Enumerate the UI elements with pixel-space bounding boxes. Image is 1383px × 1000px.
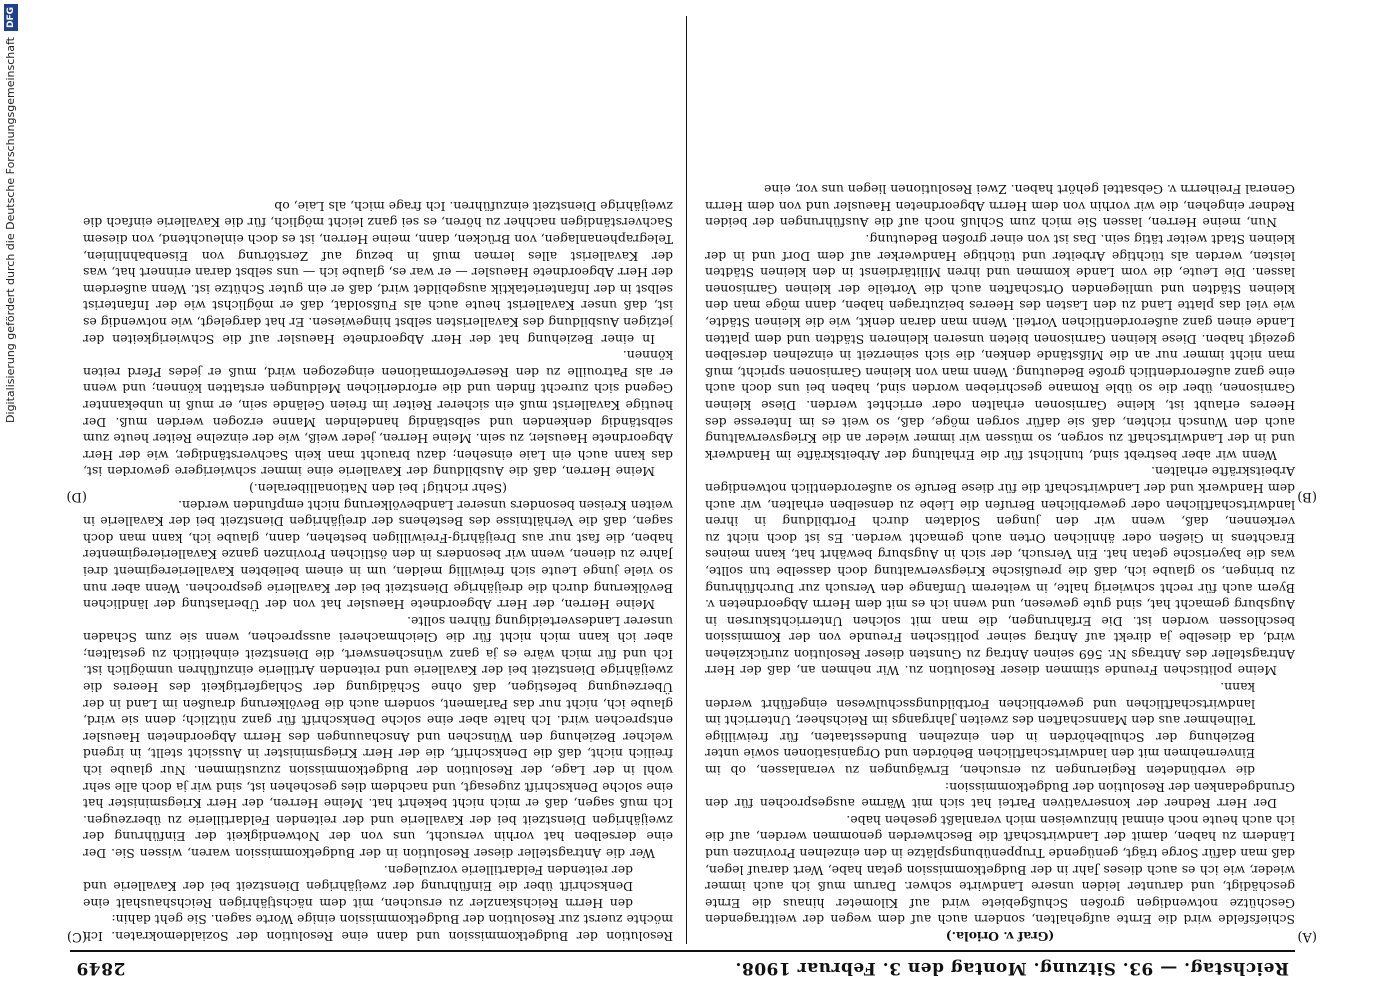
paragraph: Wer die Antragsteller dieser Resolution in der Budgetkommission waren, wissen Sie. Der eine derselben hat vorhin versucht, uns von der Notwendigkeit der Einführung der zweijährigen Dienstzeit bei der Kavallerie und der reitenden Feldartillerie zu überzeugen. Ich muß sagen, daß er mich nicht bekehrt hat. Meine Herren, der Herr Kriegsminister hat eine solche Denkschrift zugesagt, und nachdem dies geschehen ist, sind wir ja doch alle sehr wohl in der Lage, der Resolution der Budgetkommission zuzustimmen. Nur glaube ich freilich nicht, daß die Denkschrift, die der Herr Kriegsminister in Aussicht stellt, in irgend welcher Beziehung den Wünschen und Anschauungen des Herrn Abgeordneten Haeusler entsprechen wird. Ich halte aber eine solche Denkschrift für ganz nützlich; denn sie wird, glaube ich, nicht nur das Parlament, sondern auch die Bevölkerung draußen im Land in der Überzeugung befestigen, daß ohne Schädigung der Schlagfertigkeit des Heeres die zweijährige Dienstzeit bei der Kavallerie und reitenden Artillerie einzuführen unmöglich ist. Ich und für mich wäre es ja ganz wünschenswert, die Dienstzeit einheitlich zu gestalten; aber ich kann mich nicht für die Gleichmacherei aussprechen, wenn sie zum Schaden unserer Landesverteidigung führen sollte. — [83, 613, 673, 862]
paragraph: Resolution der Budgetkommission und dann eine Resolution der Sozialdemokraten. Ich möchte zuerst zur Resolution der Budgetkommission einige Worte sagen. Sie geht dahin: — [83, 912, 673, 944]
paragraph: In einer Beziehung hat der Herr Abgeordnete Haeusler auf die Schwierigkeiten der jetzigen Ausbildung des Kavalleristen selbst hingewiesen. Er hat dargelegt, wie notwendig es ist, daß unser Kavallerist heute auch als Fußsoldat, daß er möglichst wie der Infanterist selbst in der Infanterietaktik ausgebildet wird, daß er ein guter Schütze ist. Wenn außerdem der Herr Abgeordnete Haeusler — er war es, glaube ich — uns selbst daran erinnert hat, was der Kavallerist alles lernen muß in bezug auf Zerstörung von Eisenbahnlinien, Telegraphenanlagen, von Brücken, dann, meine Herren, ist es doch einleuchtend, von diesem Sachverständigen nachher zu hören, es sei ganz leicht möglich, für die Kavallerie einfach die zweijährige Dienstzeit einzuführen. Ich frage mich, als Laie, ob — [83, 198, 673, 347]
margin-marker-a: (A) — [1297, 929, 1317, 944]
paragraph: Meine politischen Freunde stimmen dieser Resolution zu. Wir nehmen an, daß der Herr Antragsteller des Antrags Nr. 569 seinen Antrag zu Gunsten dieser Resolution zurückziehen wird, da dieselbe ja direkt auf Antrag seiner politischen Freunde von der Kommission beschlossen worden ist. Die Erfahrungen, die man mit solchen Unterrichtskursen in Augsburg gemacht hat, sind gute gewesen, und wenn ich es mit dem Herrn Abgeordneten v. Byern auch für recht schwierig halte, in weiterem Umfange den Versuch zur Durchführung zu bringen, so glaube ich, daß die preußische Kriegsverwaltung doch dasselbe tun sollte, was die bayerische getan hat. Ein Versuch, der sich in Augsburg bewährt hat, kann meines Erachtens in Gießen oder ähnlichen Orten auch gemacht werden. Es ist doch nicht zu verkennen, daß, wenn wir den jungen Soldaten durch Fortbildung in ihren landwirtschaftlichen oder gewerblichen Berufen die Liebe zu denselben erhalten, wir auch dem Handwerk und der Landwirtschaft die für diese Berufe so außerordentlich notwendigen Arbeitskräfte erhalten. — [705, 464, 1295, 679]
page-header-title: Reichstag. — 93. Sitzung. Montag den 3. Februar 1908. — [735, 958, 1289, 978]
margin-marker-c: (C) — [66, 929, 87, 944]
paragraph: Nun, meine Herren, lassen Sie mich zum Schluß noch auf die Ausführungen der beiden Redner eingehen, die wir vorhin von dem Herrn Abgeordneten Haeusler und von dem Herrn General Freiherrn v. Gebsattel gehört haben. Zwei Resolutionen liegen uns vor, eine — [705, 182, 1295, 231]
digitization-credit — [2, 0, 20, 1000]
paragraph: Schiefsfelde wird die Ernte aufgehalten, sondern auch auf dem wegen der weittragenden Geschütze notwendigen großen Schußgebiete wird auf Kilometer hinaus die Ernte geschädigt, und darunter leiden unsere Landwirte schwer. Darum muß ich auch immer wieder, wie ich es auch dieses Jahr in der Budgetkommission getan habe, Wert darauf legen, daß man dafür Sorge trägt, genügende Truppenübungsplätze in den einzelnen Provinzen und Ländern zu haben, damit der Landwirtschaft die Beschwerden genommen werden, auf die ich auch heute noch einmal hinzuweisen mich veranlaßt gesehen habe. — [705, 812, 1295, 928]
dfg-logo-icon: DFG — [4, 4, 18, 31]
margin-marker-d: (D) — [66, 489, 87, 504]
paragraph: Meine Herren, daß die Ausbildung der Kavallerie eine immer schwierigere geworden ist, das kann auch ein Laie einsehen; dazu braucht man kein Sachverständiger, wie der Herr Abgeordnete Haeusler, zu sein. Meine Herren, jeder weiß, wie der einzelne Reiter heute zum selbständig denkenden und selbständig handelnden Manne erzogen werden muß. Der heutige Kavallerist muß ein sicherer Reiter im freien Gelände sein, er muß in unbekannter Gegend sich zurecht finden und die erforderlichen Meldungen erstatten können; und wenn er als Patrouille zu den Reserveformationen eingezogen wird, muß er jedes Pferd reiten können. — [83, 348, 673, 480]
speaker-label: (Graf v. Oriola.) — [945, 929, 1055, 944]
column-divider — [686, 16, 687, 944]
interjection: (Sehr richtig! bei den Nationalliberalen.) — [249, 480, 507, 496]
margin-marker-b: (B) — [1297, 489, 1317, 504]
quoted-resolution: die verbündeten Regierungen zu ersuchen, Erwägungen zu veranlassen, ob im Einvernehmen mit den landwirtschaftlichen Behörden und Organisationen sowie unter Beziehung der Schulbehörden in den einzelnen Bundesstaaten, für freiwillige Teilnehmer aus den Mannschaften des zweiten Jahrgangs im Reichsheer, Unterricht im landwirtschaftlichen und gewerblichen Fortbildungsschulwesen eingeführt werden kann. — [705, 680, 1255, 779]
text-columns — [70, 16, 1295, 944]
quoted-resolution: den Herrn Reichskanzler zu ersuchen, mit dem nächstjährigen Reichshaushalt eine Denkschrift über die Einführung der zweijährigen Dienstzeit bei der Kavallerie und der reitenden Feldartillerie vorzulegen. — [83, 862, 633, 911]
page-number: 2849 — [76, 958, 126, 978]
left-column — [705, 16, 1295, 944]
right-column — [83, 16, 673, 944]
page-header — [70, 950, 1295, 984]
credit-text-row — [2, 0, 20, 1000]
credit-text: Digitalisierung gefördert durch die Deutsche Forschungsgemeinschaft — [4, 37, 17, 423]
paragraph: Meine Herren, der Herr Abgeordnete Haeusler hat von der Überlastung der ländlichen Bevölkerung durch die dreijährige Dienstzeit bei der Kavallerie gesprochen. Wenn aber nun so viele junge Leute sich freiwillig melden, um in einem beliebten Kavallerieregiment drei Jahre zu dienen, wenn wir besonders in den östlichen Provinzen ganze Kavallerieregimenter haben, die fast nur aus Dreijährig-Freiwilligen bestehen, dann, glaube ich, kann man doch sagen, daß die Verhältnisse des Bestehens der dreijährigen Dienstzeit bei der Kavallerie in weiten Kreisen besonders unserer Landbevölkerung nicht empfunden werden. — [83, 497, 673, 613]
paragraph: Der Herr Redner der konservativen Partei hat sich mit Wärme ausgesprochen für den Grundgedanken der Resolution der Budgetkommission: — [705, 779, 1295, 812]
paragraph: Wenn wir aber bestrebt sind, tunlichst für die Erhaltung der Arbeitskräfte im Handwerk und in der Landwirtschaft zu sorgen, so müssen wir immer wieder an die Kriegsverwaltung auch den Wunsch richten, daß sie dafür sorgen möge, daß, so weit es im Interesse des Heeres erlaubt ist, kleine Garnisonen erhalten oder errichtet werden. Diese kleinen Garnisonen, über die so üble Romane geschrieben worden sind, haben bei uns doch auch eine ganz außerordentlich große Bedeutung. Wenn man von kleinen Garnisonen spricht, muß man nicht immer nur an die Mißstände denken, die sich seinerzeit in einzelnen derselben gezeigt haben. Diese kleinen Garnisonen bieten unseren kleineren Städten und dem platten Lande einen ganz außerordentlichen Vorteil. Wenn man daran denkt, wie die kleinen Städte, wie viel das platte Land zu den Lasten des Heeres beizutragen haben, dann möge man den kleinen Städten und umliegenden Ortschaften auch die Vorteile der kleinen Garnisonen lassen. Die Leute, die vom Lande kommen und ihren Militärdienst in den kleinen Städten leisten, werden als tüchtige Arbeiter und tüchtige Handwerker auf dem Dorf und in der kleinen Stadt weiter tätig sein. Das ist von einer großen Bedeutung. — [705, 232, 1295, 463]
newspaper-sheet — [66, 16, 1317, 984]
